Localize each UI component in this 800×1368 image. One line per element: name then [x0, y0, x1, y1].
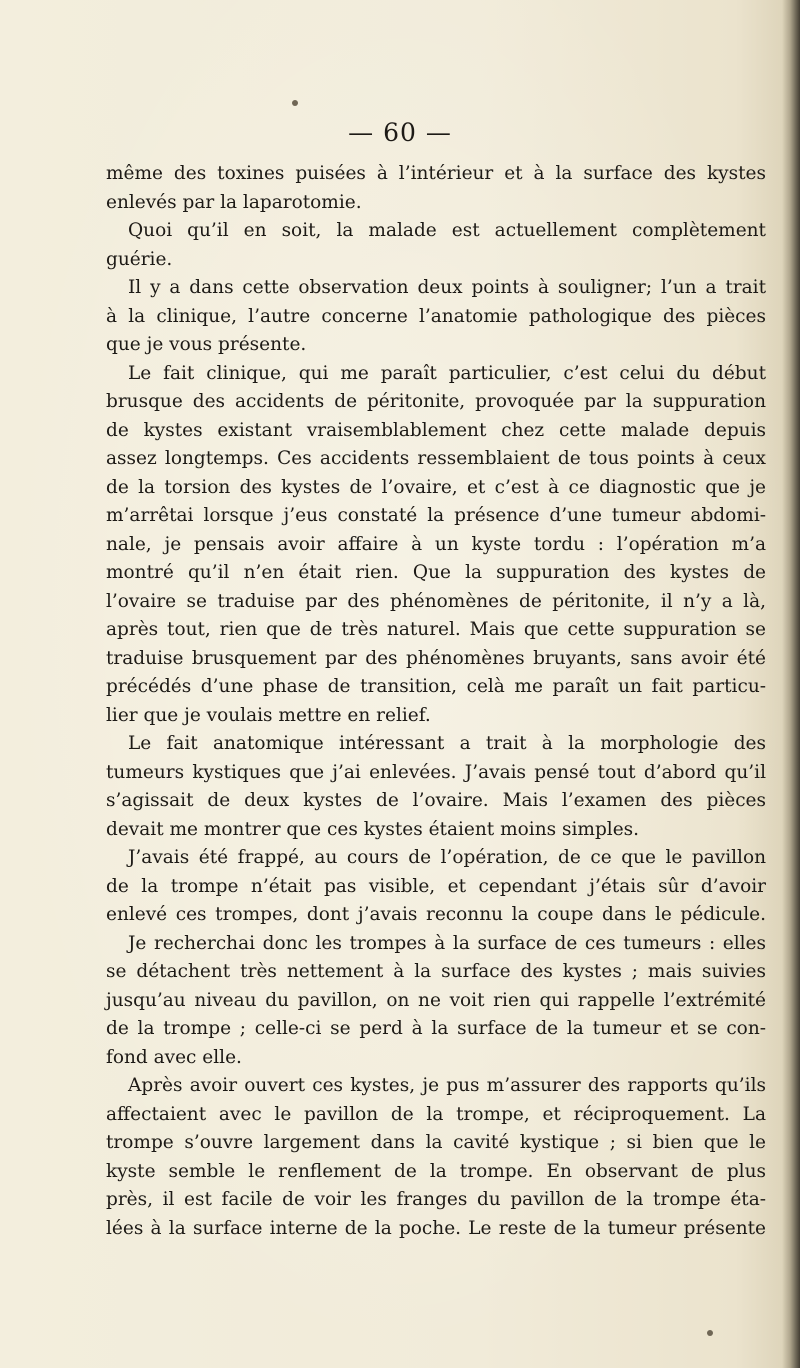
body-text: [106, 160, 766, 1243]
text-line: assez longtemps. Ces accidents ressemblaient de tous points à ceux: [106, 448, 766, 469]
page-edge-shadow: [782, 0, 800, 1368]
text-line: jusqu’au niveau du pavillon, on ne voit rien qui rappelle l’extrémité: [106, 989, 766, 1011]
text-line: lées à la surface interne de la poche. Le reste de la tumeur présente: [106, 1217, 766, 1239]
text-line: m’arrêtai lorsque j’eus constaté la présence d’une tumeur abdomi-: [106, 505, 766, 526]
text-line: que je vous présente.: [106, 334, 307, 355]
text-line: tumeurs kystiques que j’ai enlevées. J’avais pensé tout d’abord qu’il: [106, 761, 766, 783]
text-line: Après avoir ouvert ces kystes, je pus m’assurer des rapports qu’ils: [128, 1075, 766, 1096]
text-line: à la clinique, l’autre concerne l’anatomie pathologique des pièces: [106, 305, 766, 327]
text-line: affectaient avec le pavillon de la trompe, et réciproquement. La: [106, 1103, 766, 1125]
text-line: enlevé ces trompes, dont j’avais reconnu la coupe dans le pédicule.: [106, 904, 766, 925]
text-line: lier que je voulais mettre en relief.: [106, 704, 431, 726]
text-line: après tout, rien que de très naturel. Mais que cette suppuration se: [106, 619, 766, 640]
text-line: précédés d’une phase de transition, celà me paraît un fait particu-: [106, 676, 766, 697]
text-line: se détachent très nettement à la surface des kystes ; mais suivies: [106, 961, 766, 982]
page-number: — 60 —: [348, 118, 452, 147]
text-line: montré qu’il n’en était rien. Que la suppuration des kystes de: [106, 562, 766, 583]
text-line: de la torsion des kystes de l’ovaire, et c’est à ce diagnostic que je: [106, 476, 766, 498]
text-line: brusque des accidents de péritonite, provoquée par la suppuration: [106, 391, 766, 412]
text-line: J’avais été frappé, au cours de l’opération, de ce que le pavillon: [128, 847, 766, 868]
text-line: guérie.: [106, 248, 173, 270]
text-line: Le fait clinique, qui me paraît particulier, c’est celui du début: [128, 362, 766, 384]
ink-speck: [707, 1330, 713, 1336]
text-line: fond avec elle.: [106, 1046, 242, 1068]
text-line: Je recherchai donc les trompes à la surface de ces tumeurs : elles: [128, 932, 766, 954]
text-line: même des toxines puisées à l’intérieur et à la surface des kystes: [106, 163, 766, 184]
text-line: de la trompe ; celle-ci se perd à la surface de la tumeur et se con-: [106, 1018, 766, 1039]
text-line: trompe s’ouvre largement dans la cavité kystique ; si bien que le: [106, 1132, 766, 1153]
text-line: de la trompe n’était pas visible, et cependant j’étais sûr d’avoir: [106, 875, 766, 897]
text-line: devait me montrer que ces kystes étaient moins simples.: [106, 818, 640, 840]
text-line: nale, je pensais avoir affaire à un kyste tordu : l’opération m’a: [106, 533, 766, 555]
text-line: kyste semble le renflement de la trompe. En observant de plus: [106, 1160, 766, 1182]
text-line: enlevés par la laparotomie.: [106, 191, 362, 213]
text-line: de kystes existant vraisemblablement chez cette malade depuis: [106, 419, 766, 441]
text-line: Il y a dans cette observation deux points à souligner; l’un a trait: [128, 277, 766, 298]
text-line: Quoi qu’il en soit, la malade est actuellement complètement: [128, 220, 766, 241]
text-line: Le fait anatomique intéressant a trait à la morphologie des: [128, 733, 766, 754]
ink-speck: [292, 100, 298, 106]
text-line: l’ovaire se traduise par des phénomènes de péritonite, il n’y a là,: [106, 590, 766, 612]
text-line: s’agissait de deux kystes de l’ovaire. Mais l’examen des pièces: [106, 790, 766, 811]
text-line: près, il est facile de voir les franges du pavillon de la trompe éta-: [106, 1189, 766, 1210]
text-line: traduise brusquement par des phénomènes bruyants, sans avoir été: [106, 647, 766, 669]
